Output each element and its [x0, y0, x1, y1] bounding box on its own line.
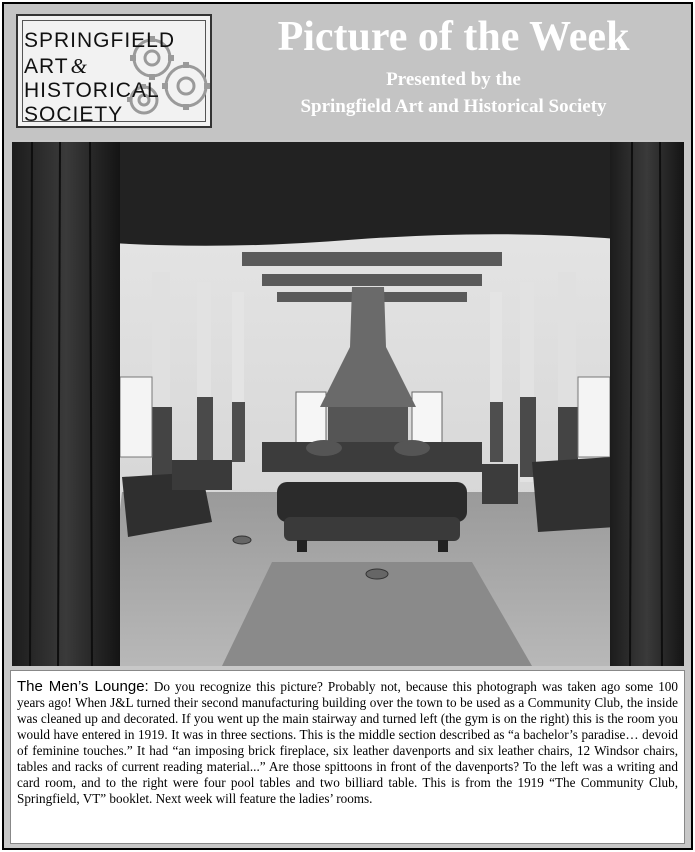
subtitle-society-name: Springfield Art and Historical Society: [300, 96, 607, 117]
logo-art-text: ART: [24, 55, 69, 78]
photo-caption: [10, 670, 685, 844]
logo-line-springfield: SPRINGFIELD: [24, 29, 176, 52]
subtitle-presented-by: Presented by the: [386, 69, 521, 90]
society-logo: [16, 14, 212, 128]
logo-ampersand: &: [70, 54, 88, 78]
mens-lounge-photo-illustration: [12, 142, 684, 666]
page-title: Picture of the Week: [277, 14, 630, 60]
historical-photo: [12, 142, 684, 666]
logo-line-society: SOCIETY: [24, 103, 124, 126]
caption-body: Do you recognize this picture? Probably not, because this photograph was taken ago some 100 years ago! When J&L turned their second manufacturing building over the town to be used as a Community Club, the inside was cleaned up and decorated. If you went up the main stairway and turned left (the gym is on the right) this is the room you would have entered in 1919. It was in three sections. This is the middle section described as “a bachelor’s paradise… devoid of feminine touches.” It had “an imposing brick fireplace, six leather davenports and six leather chairs, 12 Windsor chairs, tables and racks of current reading material...” Are those spittoons in front of the davenports? To the left was a writing and card room, and to the right were four pool tables and two billiard table. This is from the 1919 “The Community Club, Springfield, VT” booklet. Next week will feature the ladies’ rooms.: [17, 679, 678, 806]
logo-line-historical: HISTORICAL: [24, 79, 160, 102]
logo-line-art: [24, 56, 88, 77]
header: [4, 4, 691, 140]
caption-lead: The Men’s Lounge:: [17, 678, 149, 695]
poster-frame: [2, 2, 693, 850]
